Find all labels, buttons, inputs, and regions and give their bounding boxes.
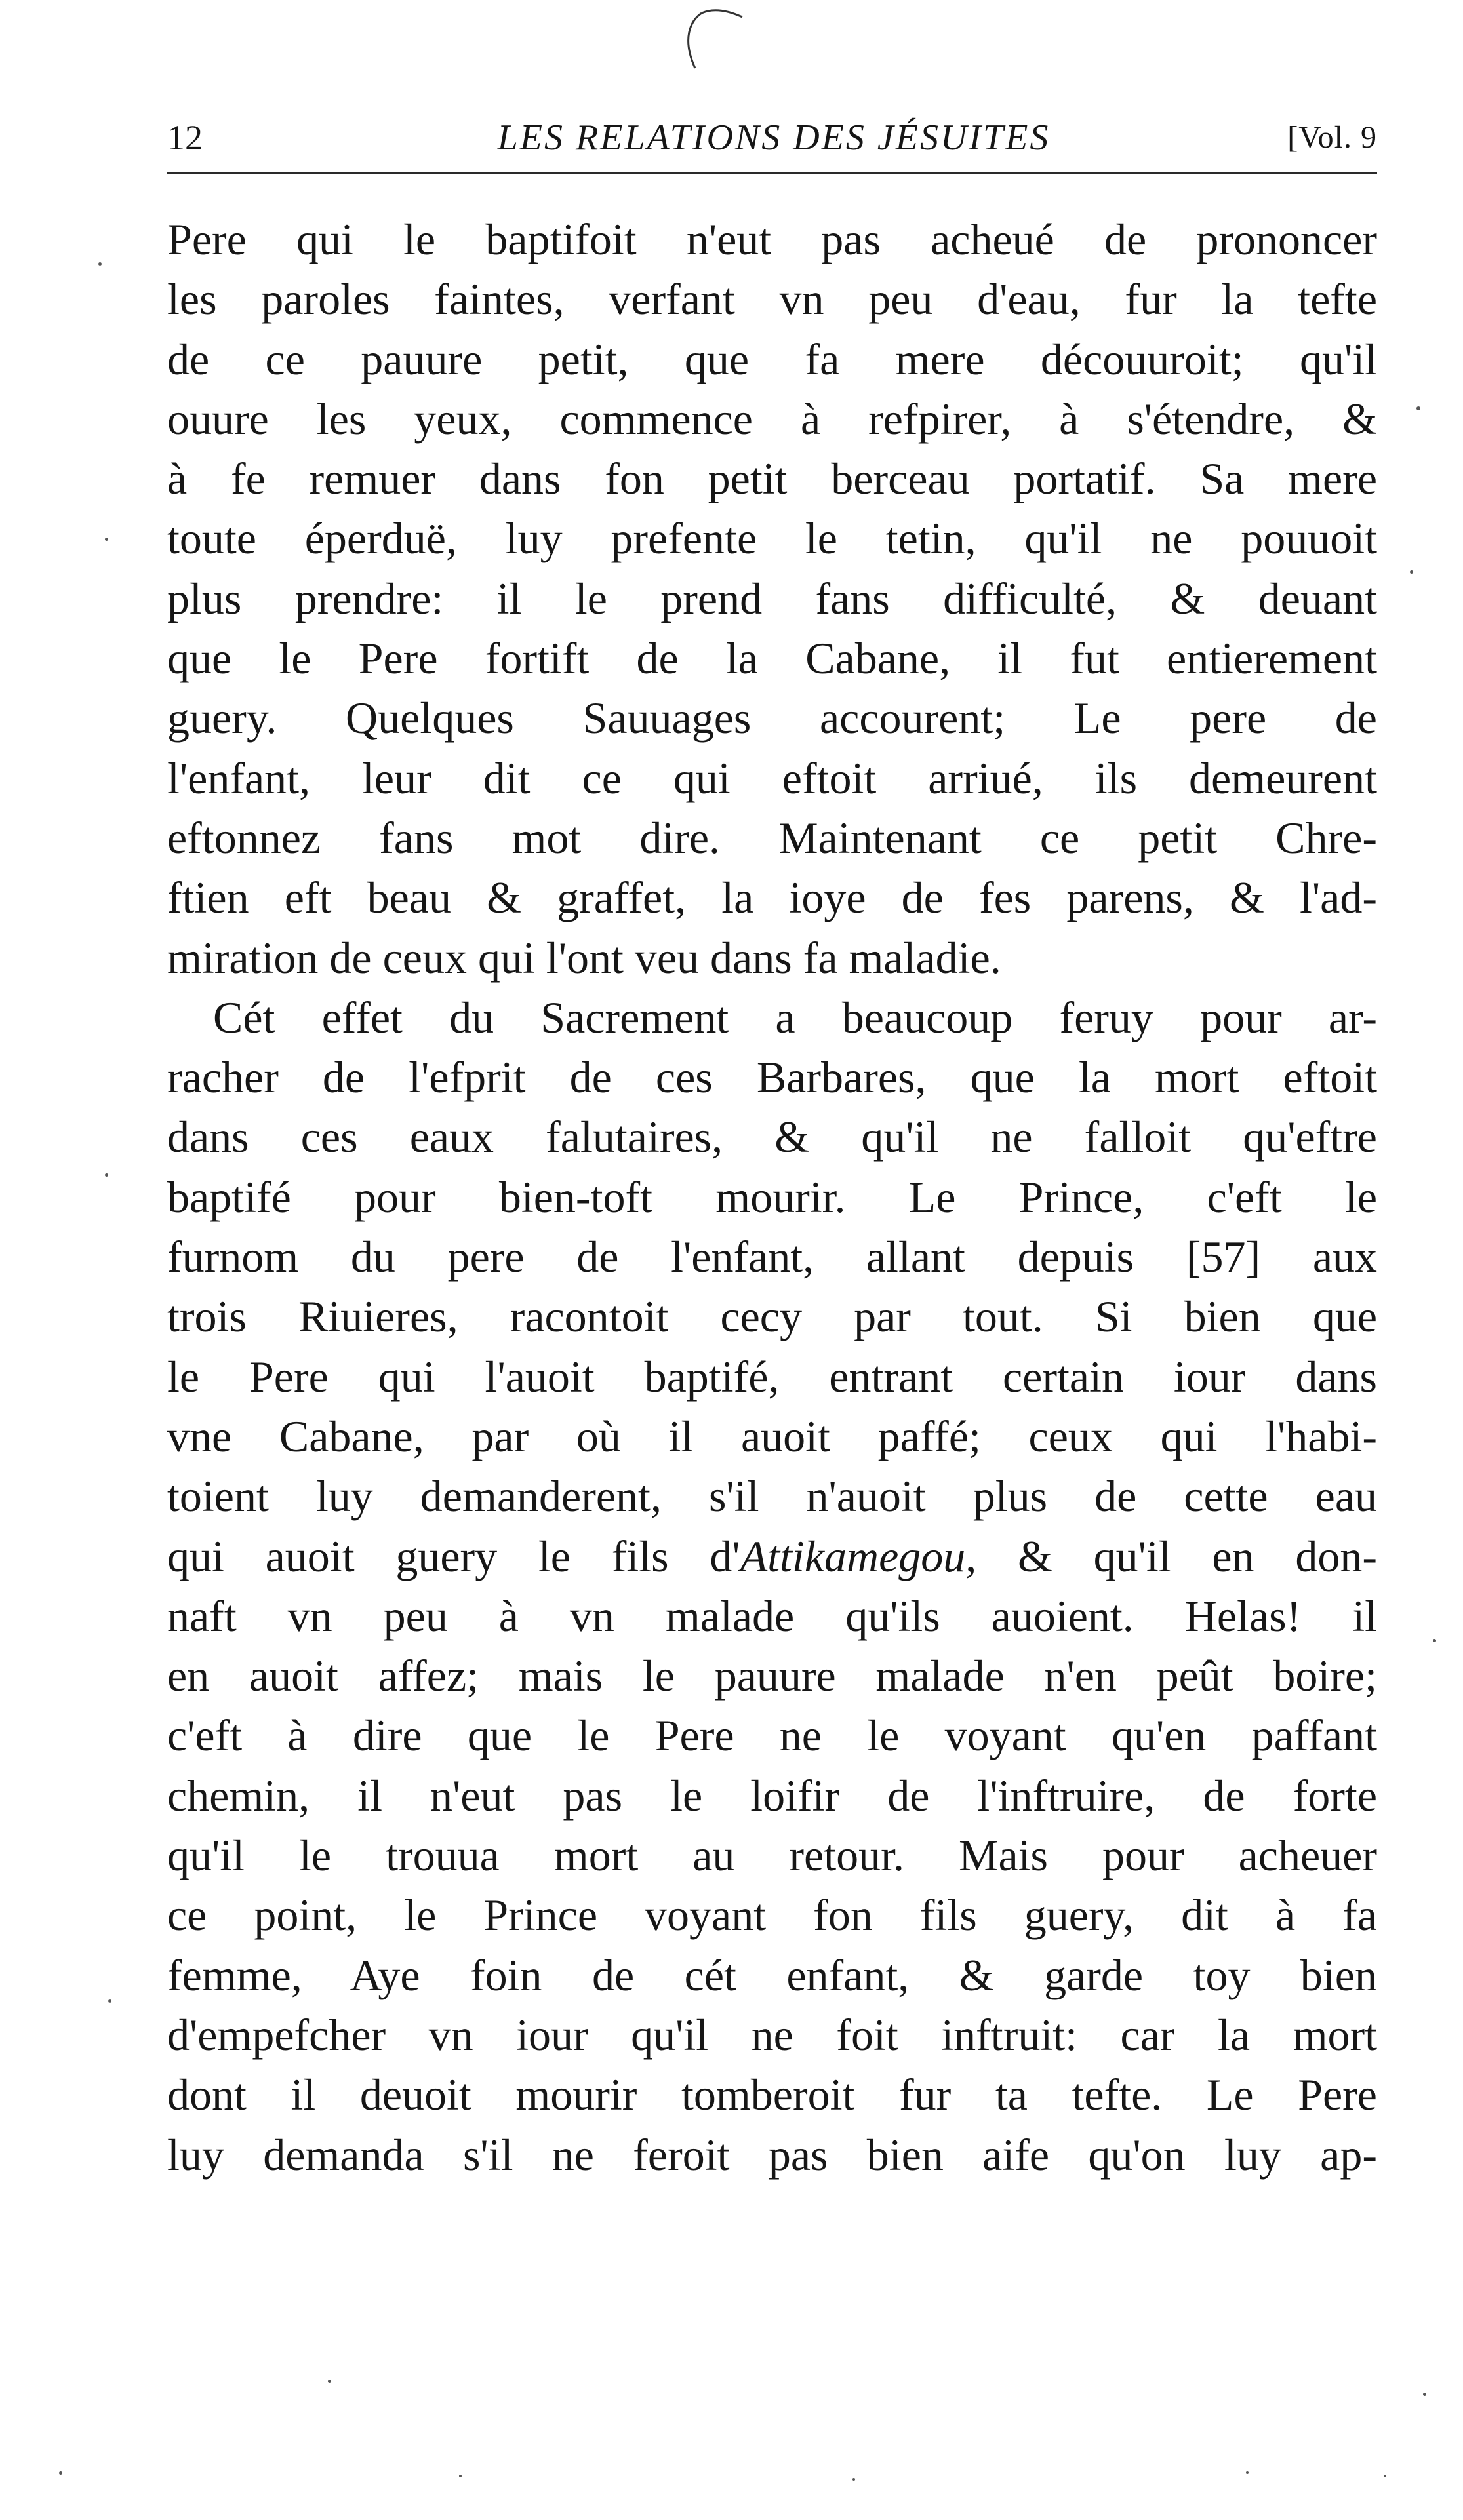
body-text [167, 210, 1377, 2185]
scan-speck [328, 2380, 331, 2383]
text-line-content: , & qu'il en don- [965, 1531, 1377, 1581]
text-line-content: racher de l'efprit de ces Barbares, que la mort eftoit [167, 1052, 1377, 1103]
text-line-content: luy demanda s'il ne feroit pas bien aife qu'on luy ap- [167, 2129, 1377, 2180]
text-line [167, 1347, 1377, 1407]
text-line [167, 1586, 1377, 1646]
scan-speck [105, 1173, 108, 1177]
text-line-content: ftien eft beau & graffet, la ioye de fes parens, & l'ad- [167, 873, 1377, 923]
scan-speck [108, 1999, 111, 2003]
italic-name: Attikamegou [740, 1531, 966, 1581]
text-line-content: que le Pere fortift de la Cabane, il fut entierement [167, 633, 1377, 684]
text-line [167, 210, 1377, 269]
text-line [167, 1527, 1377, 1586]
scan-speck [1246, 2471, 1249, 2474]
text-line-content: le Pere qui l'auoit baptifé, entrant certain iour dans [167, 1351, 1377, 1402]
text-line-content: furnom du pere de l'enfant, allant depuis [57] aux [167, 1232, 1377, 1282]
scan-speck [852, 2478, 855, 2481]
text-line [167, 1946, 1377, 2005]
text-line-content: ouure les yeux, commence à refpirer, à s'étendre, & [167, 393, 1377, 444]
text-line [167, 389, 1377, 449]
text-line-content: guery. Quelques Sauuages accourent; Le pere de [167, 693, 1377, 743]
text-line-content: l'enfant, leur dit ce qui eftoit arriué, ils demeurent [167, 753, 1377, 803]
text-line [167, 1048, 1377, 1107]
text-line [167, 1766, 1377, 1826]
text-line [167, 1885, 1377, 1945]
text-line-content: baptifé pour bien-toft mourir. Le Prince, c'eft le [167, 1171, 1377, 1222]
text-line [167, 1407, 1377, 1467]
scan-speck [1384, 2475, 1386, 2477]
page-number: 12 [167, 118, 203, 157]
text-line [167, 1646, 1377, 1706]
text-line-content: d'empefcher vn iour qu'il ne foit inftruit: car la mort [167, 2009, 1377, 2060]
text-line-content: qui auoit guery le fils d' [167, 1531, 740, 1581]
text-line [167, 1107, 1377, 1167]
text-line-content: naft vn peu à vn malade qu'ils auoient. Helas! il [167, 1590, 1377, 1641]
text-line-content: les paroles faintes, verfant vn peu d'eau, fur la tefte [167, 274, 1377, 325]
scan-speck [1433, 1639, 1436, 1642]
text-line-content: qu'il le trouua mort au retour. Mais pour acheuer [167, 1830, 1377, 1881]
text-line [167, 629, 1377, 688]
text-line [167, 1706, 1377, 1765]
scan-speck [1410, 570, 1413, 574]
text-line-content: Cét effet du Sacrement a beaucoup feruy pour ar- [213, 992, 1377, 1042]
scan-speck [59, 2471, 62, 2475]
text-line [167, 1287, 1377, 1347]
text-line [167, 509, 1377, 568]
pen-mark [675, 8, 748, 73]
text-line [167, 1826, 1377, 1885]
text-line-content: femme, Aye foin de cét enfant, & garde toy bien [167, 1950, 1377, 2000]
text-line [167, 569, 1377, 629]
text-line [167, 1227, 1377, 1287]
text-line-content: plus prendre: il le prend fans difficulté, & deuant [167, 573, 1377, 623]
text-line [167, 269, 1377, 329]
text-line-content: eftonnez fans mot dire. Maintenant ce petit Chre- [167, 812, 1377, 863]
scan-speck [98, 262, 102, 266]
text-line [167, 330, 1377, 389]
text-line-content: toient luy demanderent, s'il n'auoit plus de cette eau [167, 1471, 1377, 1522]
text-line-content: vne Cabane, par où il auoit paffé; ceux qui l'habi- [167, 1411, 1377, 1461]
scan-speck [459, 2475, 462, 2477]
page-header [167, 111, 1377, 164]
text-line-content: à fe remuer dans fon petit berceau portatif. Sa mere [167, 454, 1377, 504]
text-line [167, 749, 1377, 808]
text-line-content: ce point, le Prince voyant fon fils guery, dit à fa [167, 1890, 1377, 1940]
running-title: LES RELATIONS DES JÉSUITES [497, 117, 1051, 158]
text-line [167, 808, 1377, 868]
text-line [167, 449, 1377, 509]
text-line-content: chemin, il n'eut pas le loifir de l'inftruire, de forte [167, 1770, 1377, 1821]
text-line-content: dans ces eaux falutaires, & qu'il ne falloit qu'eftre [167, 1112, 1377, 1162]
scan-speck [1423, 2393, 1426, 2396]
text-line [167, 928, 1377, 988]
text-line [167, 988, 1377, 1048]
text-line-content: miration de ceux qui l'ont veu dans fa maladie. [167, 932, 1001, 983]
text-line-content: en auoit affez; mais le pauure malade n'en peût boire; [167, 1651, 1377, 1701]
text-line-content: dont il deuoit mourir tomberoit fur ta tefte. Le Pere [167, 2070, 1377, 2120]
text-line-content: Pere qui le baptifoit n'eut pas acheué de prononcer [167, 214, 1377, 264]
text-line-content: trois Riuieres, racontoit cecy par tout. Si bien que [167, 1291, 1377, 1342]
text-line [167, 1467, 1377, 1526]
scan-speck [105, 538, 108, 541]
volume-label: [Vol. 9 [1287, 120, 1377, 155]
text-line-content: de ce pauure petit, que fa mere découuroit; qu'il [167, 334, 1377, 384]
text-line [167, 868, 1377, 928]
text-line [167, 688, 1377, 748]
text-line [167, 1168, 1377, 1227]
scan-speck [1416, 406, 1420, 410]
text-line [167, 2125, 1377, 2185]
text-line-content: toute éperduë, luy prefente le tetin, qu'il ne pouuoit [167, 513, 1377, 564]
text-line [167, 2065, 1377, 2125]
header-rule [167, 172, 1377, 174]
text-line-content: c'eft à dire que le Pere ne le voyant qu'en paffant [167, 1710, 1377, 1761]
text-line [167, 2005, 1377, 2065]
